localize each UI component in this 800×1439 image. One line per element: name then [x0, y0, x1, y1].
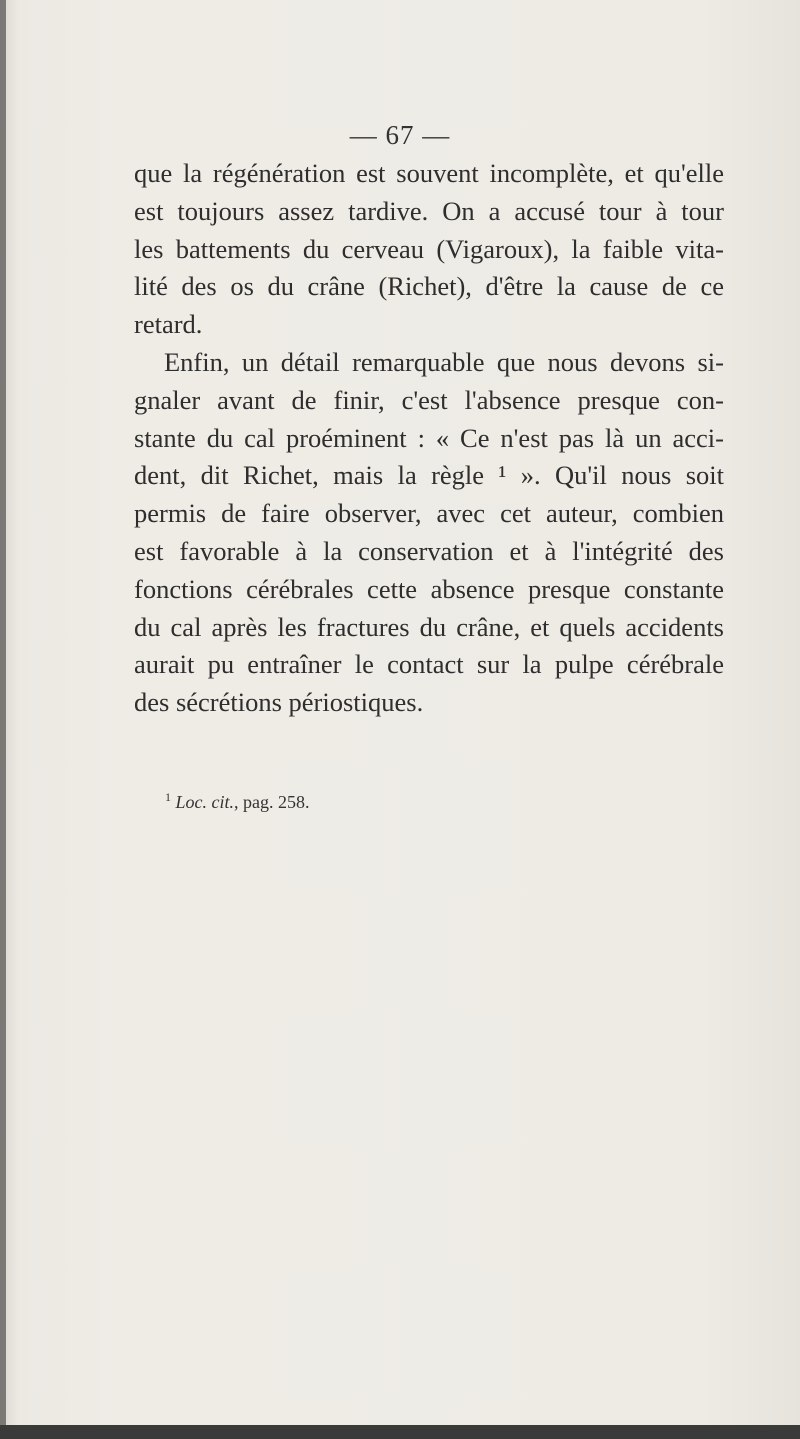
footnote-citation: Loc. cit.	[175, 792, 234, 812]
text-line: les battements du cerveau (Vigaroux), la faible vita-	[134, 233, 724, 264]
page-bottom-edge	[0, 1425, 800, 1439]
footnote-page: , pag. 258.	[234, 792, 310, 812]
text-line: des sécrétions périostiques.	[134, 687, 424, 718]
text-line: gnaler avant de finir, c'est l'absence presque con-	[134, 384, 724, 415]
footnote-marker: 1	[165, 790, 171, 804]
text-line: est toujours assez tardive. On a accusé tour à tour	[134, 195, 724, 226]
footnote	[165, 790, 310, 813]
text-line: est favorable à la conservation et à l'intégrité des	[134, 535, 724, 566]
body-text	[134, 155, 724, 722]
text-line: Enfin, un détail remarquable que nous devons si-	[164, 346, 724, 377]
text-line: dent, dit Richet, mais la règle ¹ ». Qu'il nous soit	[134, 460, 724, 491]
text-line: stante du cal proéminent : « Ce n'est pas là un acci-	[134, 422, 724, 453]
text-line: lité des os du crâne (Richet), d'être la cause de ce	[134, 271, 724, 302]
text-line: fonctions cérébrales cette absence presque constante	[134, 573, 724, 604]
text-line: que la régénération est souvent incomplète, et qu'elle	[134, 158, 724, 188]
page-number: — 67 —	[349, 120, 451, 150]
page-spine-shadow	[0, 0, 6, 1439]
text-line: du cal après les fractures du crâne, et quels accidents	[134, 611, 724, 642]
text-line: aurait pu entraîner le contact sur la pulpe cérébrale	[134, 649, 724, 680]
text-line: retard.	[134, 309, 203, 340]
text-line: permis de faire observer, avec cet auteur, combien	[134, 498, 724, 529]
